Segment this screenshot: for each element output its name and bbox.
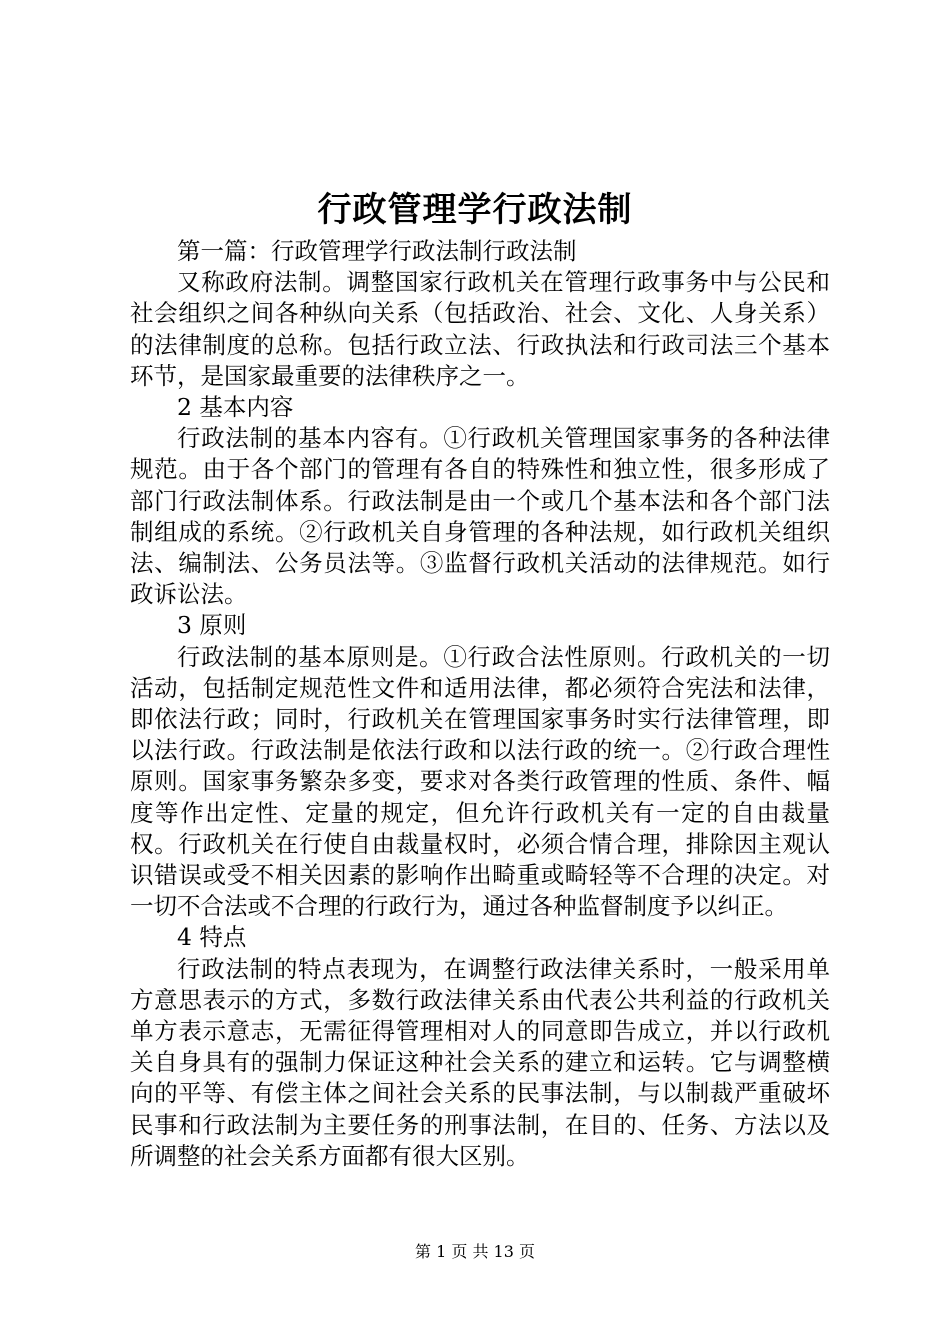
document-body (130, 236, 830, 1172)
section-paragraph-3: 行政法制的基本原则是。①行政合法性原则。行政机关的一切活动，包括制定规范性文件和适用法律，都必须符合宪法和法律，即依法行政；同时，行政机关在管理国家事务时实行法律管理，即以法行政。行政法制是依法行政和以法行政的统一。②行政合理性原则。国家事务繁杂多变，要求对各类行政管理的性质、条件、幅度等作出定性、定量的规定，但允许行政机关有一定的自由裁量权。行政机关在行使自由裁量权时，必须合情合理，排除因主观认识错误或受不相关因素的影响作出畸重或畸轻等不合理的决定。对一切不合法或不合理的行政行为，通过各种监督制度予以纠正。 (130, 642, 830, 921)
section-paragraph-4: 行政法制的特点表现为，在调整行政法律关系时，一般采用单方意思表示的方式，多数行政法律关系由代表公共利益的行政机关单方表示意志，无需征得管理相对人的同意即告成立，并以行政机关自身具有的强制力保证这种社会关系的建立和运转。它与调整横向的平等、有偿主体之间社会关系的民事法制，与以制裁严重破坏民事和行政法制为主要任务的刑事法制，在目的、任务、方法以及所调整的社会关系方面都有很大区别。 (130, 954, 830, 1170)
section-heading-2: 2 基本内容 (177, 393, 294, 422)
document-title: 行政管理学行政法制 (317, 190, 633, 230)
section-paragraph-1: 又称政府法制。调整国家行政机关在管理行政事务中与公民和社会组织之间各种纵向关系（包括政治、社会、文化、人身关系）的法律制度的总称。包括行政立法、行政执法和行政司法三个基本环节，是国家最重要的法律秩序之一。 (130, 268, 830, 390)
section-heading-4: 4 特点 (177, 923, 247, 952)
section-heading-3: 3 原则 (177, 611, 247, 640)
section-heading-1: 第一篇：行政管理学行政法制行政法制 (177, 237, 577, 265)
section-paragraph-2: 行政法制的基本内容有。①行政机关管理国家事务的各种法律规范。由于各个部门的管理有各自的特殊性和独立性，很多形成了部门行政法制体系。行政法制是由一个或几个基本法和各个部门法制组成的系统。②行政机关自身管理的各种法规，如行政机关组织法、编制法、公务员法等。③监督行政机关活动的法律规范。如行政诉讼法。 (130, 424, 830, 609)
page-footer: 第 1 页 共 13 页 (415, 1242, 535, 1261)
